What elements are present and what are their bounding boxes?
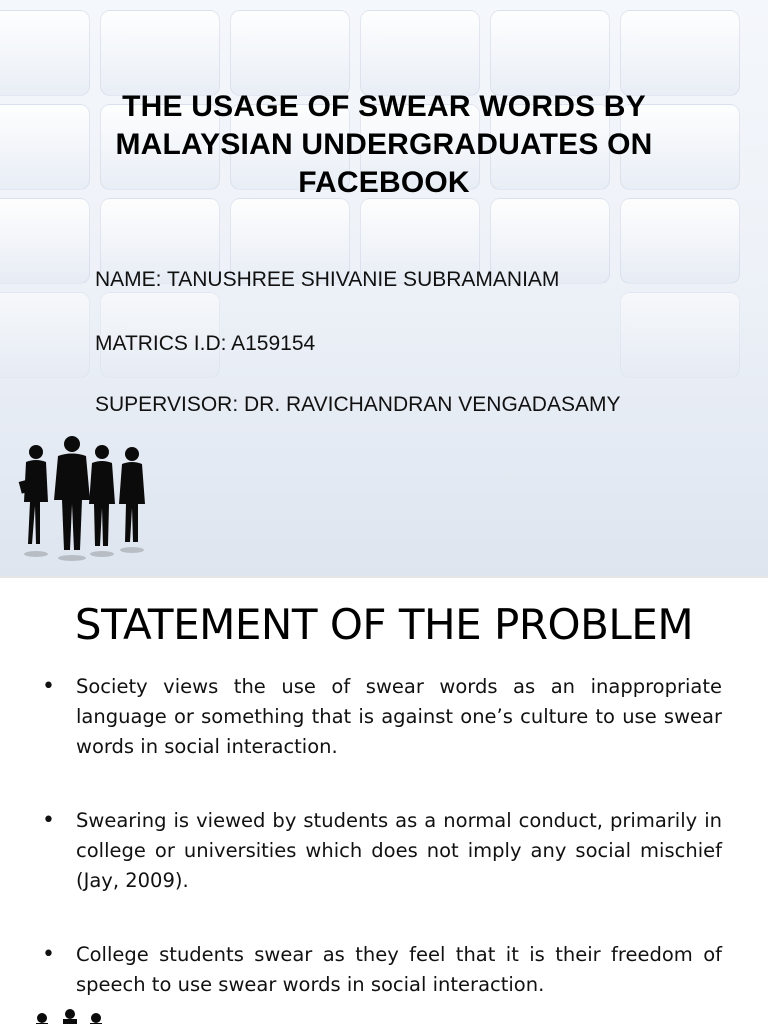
slide-heading: STATEMENT OF THE PROBLEM: [74, 600, 694, 649]
title-line: MALAYSIAN UNDERGRADUATES ON: [115, 128, 653, 161]
people-silhouette-icon: [28, 1008, 148, 1024]
business-people-silhouette-icon: [14, 432, 154, 576]
student-name: NAME: TANUSHREE SHIVANIE SUBRAMANIAM: [95, 268, 560, 291]
supervisor-name: SUPERVISOR: DR. RAVICHANDRAN VENGADASAMY: [95, 393, 621, 416]
list-item: [40, 940, 722, 1000]
bullet-icon: •: [42, 674, 55, 699]
presentation-title: [40, 88, 728, 202]
bullet-text: College students swear as they feel that it is their freedom of speech to use swear words in social interaction.: [76, 943, 722, 996]
bullet-icon: •: [42, 808, 55, 833]
title-line: FACEBOOK: [298, 166, 470, 199]
bullet-text: Swearing is viewed by students as a normal conduct, primarily in college or universities which does not imply any social mischief (Jay, 2009).: [76, 809, 722, 892]
matrics-id: MATRICS I.D: A159154: [95, 332, 316, 355]
title-line: THE USAGE OF SWEAR WORDS BY: [122, 90, 646, 123]
bullet-text: Society views the use of swear words as an inappropriate language or something that is against one’s culture to use swear words in social interaction.: [76, 675, 722, 758]
bullet-icon: •: [42, 942, 55, 967]
list-item: [40, 806, 722, 896]
list-item: [40, 672, 722, 762]
bullet-list: [40, 672, 722, 1024]
problem-statement-slide: [0, 578, 768, 1024]
